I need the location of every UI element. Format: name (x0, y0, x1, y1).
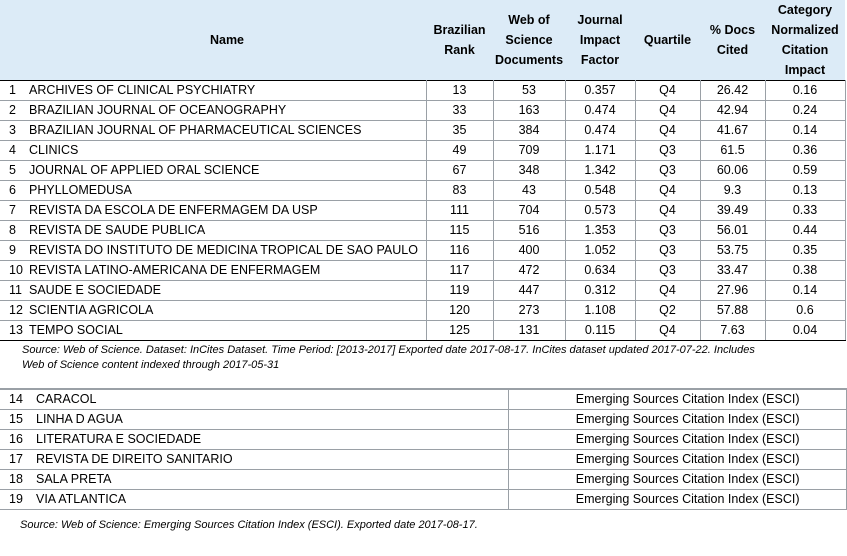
table-row (0, 81, 845, 101)
quartile-cell: Q4 (635, 281, 700, 301)
citation-index-cell: Emerging Sources Citation Index (ESCI) (508, 450, 846, 470)
header-name: Name (209, 33, 245, 47)
journal-name-cell: LITERATURA E SOCIEDADE (35, 430, 508, 450)
journal-name-cell: BRAZILIAN JOURNAL OF OCEANOGRAPHY (28, 101, 426, 121)
brazilian-rank-cell: 67 (426, 161, 493, 181)
table-row (0, 410, 846, 430)
citation-index-cell: Emerging Sources Citation Index (ESCI) (508, 390, 846, 410)
row-index-cell: 2 (0, 101, 28, 121)
table-row (0, 390, 846, 410)
brazilian-rank-cell: 115 (426, 221, 493, 241)
journal-name-cell: SAUDE E SOCIEDADE (28, 281, 426, 301)
row-index-cell: 1 (0, 81, 28, 101)
header-brazilian-rank: Brazilian Rank (433, 23, 486, 57)
quartile-cell: Q3 (635, 161, 700, 181)
esci-journals-table (0, 389, 847, 510)
journal-impact-factor-cell: 0.474 (565, 121, 635, 141)
cnci-cell: 0.59 (765, 161, 845, 181)
pct-docs-cited-cell: 42.94 (700, 101, 765, 121)
journal-impact-factor-cell: 0.548 (565, 181, 635, 201)
pct-docs-cited-cell: 27.96 (700, 281, 765, 301)
journal-name-cell: REVISTA LATINO-AMERICANA DE ENFERMAGEM (28, 261, 426, 281)
table-row (0, 301, 845, 321)
quartile-cell: Q4 (635, 101, 700, 121)
citation-index-cell: Emerging Sources Citation Index (ESCI) (508, 430, 846, 450)
journal-name-cell: CARACOL (35, 390, 508, 410)
quartile-cell: Q4 (635, 181, 700, 201)
brazilian-rank-cell: 111 (426, 201, 493, 221)
pct-docs-cited-cell: 33.47 (700, 261, 765, 281)
cnci-cell: 0.24 (765, 101, 845, 121)
quartile-cell: Q3 (635, 261, 700, 281)
table-row (0, 490, 846, 510)
pct-docs-cited-cell: 60.06 (700, 161, 765, 181)
wos-documents-cell: 53 (493, 81, 565, 101)
row-index-cell: 15 (0, 410, 35, 430)
cnci-cell: 0.33 (765, 201, 845, 221)
esci-journals-body (0, 390, 846, 510)
table-row (0, 430, 846, 450)
cnci-cell: 0.35 (765, 241, 845, 261)
row-index-cell: 18 (0, 470, 35, 490)
journal-name-cell: SCIENTIA AGRICOLA (28, 301, 426, 321)
brazilian-rank-cell: 83 (426, 181, 493, 201)
journal-name-cell: VIA ATLANTICA (35, 490, 508, 510)
table-row (0, 470, 846, 490)
cnci-cell: 0.38 (765, 261, 845, 281)
source-note-line-1: Source: Web of Science. Dataset: InCites Dataset. Time Period: [2013-2017] Exported date 2017-08-17. InCites dataset updated 2017-07-22. Includes (22, 344, 755, 356)
header-quartile: Quartile (643, 33, 692, 47)
brazilian-rank-cell: 13 (426, 81, 493, 101)
pct-docs-cited-cell: 41.67 (700, 121, 765, 141)
pct-docs-cited-cell: 57.88 (700, 301, 765, 321)
quartile-cell: Q4 (635, 121, 700, 141)
table-row (0, 101, 845, 121)
row-index-cell: 11 (0, 281, 28, 301)
table-row (0, 221, 845, 241)
wos-documents-cell: 43 (493, 181, 565, 201)
journal-name-cell: BRAZILIAN JOURNAL OF PHARMACEUTICAL SCIENCES (28, 121, 426, 141)
quartile-cell: Q2 (635, 301, 700, 321)
table-row (0, 241, 845, 261)
cnci-cell: 0.13 (765, 181, 845, 201)
journal-impact-factor-cell: 1.052 (565, 241, 635, 261)
wos-documents-cell: 447 (493, 281, 565, 301)
esci-source-note: Source: Web of Science: Emerging Sources Citation Index (ESCI). Exported date 2017-08-17. (20, 519, 478, 531)
row-index-cell: 4 (0, 141, 28, 161)
table-row (0, 281, 845, 301)
cnci-cell: 0.44 (765, 221, 845, 241)
row-index-cell: 3 (0, 121, 28, 141)
quartile-cell: Q4 (635, 201, 700, 221)
header-cnci: Category Normalized Citation Impact (771, 3, 839, 77)
journal-name-cell: REVISTA DE DIREITO SANITARIO (35, 450, 508, 470)
journal-impact-factor-cell: 0.115 (565, 321, 635, 341)
quartile-cell: Q3 (635, 241, 700, 261)
pct-docs-cited-cell: 26.42 (700, 81, 765, 101)
table-row (0, 121, 845, 141)
pct-docs-cited-cell: 61.5 (700, 141, 765, 161)
table-row (0, 450, 846, 470)
table-row (0, 321, 845, 341)
wos-documents-cell: 709 (493, 141, 565, 161)
row-index-cell: 9 (0, 241, 28, 261)
brazilian-rank-cell: 125 (426, 321, 493, 341)
row-index-cell: 10 (0, 261, 28, 281)
citation-index-cell: Emerging Sources Citation Index (ESCI) (508, 470, 846, 490)
row-index-cell: 19 (0, 490, 35, 510)
cnci-cell: 0.04 (765, 321, 845, 341)
quartile-cell: Q3 (635, 221, 700, 241)
journal-impact-factor-cell: 0.573 (565, 201, 635, 221)
brazilian-rank-cell: 35 (426, 121, 493, 141)
wos-documents-cell: 163 (493, 101, 565, 121)
cnci-cell: 0.36 (765, 141, 845, 161)
row-index-cell: 5 (0, 161, 28, 181)
journal-name-cell: REVISTA DA ESCOLA DE ENFERMAGEM DA USP (28, 201, 426, 221)
journal-metrics-body (0, 81, 845, 341)
pct-docs-cited-cell: 7.63 (700, 321, 765, 341)
cnci-cell: 0.6 (765, 301, 845, 321)
brazilian-rank-cell: 116 (426, 241, 493, 261)
incites-source-note (22, 343, 842, 373)
header-journal-impact-factor: Journal Impact Factor (577, 13, 623, 67)
journal-name-cell: REVISTA DE SAUDE PUBLICA (28, 221, 426, 241)
journal-impact-factor-cell: 1.108 (565, 301, 635, 321)
journal-impact-factor-cell: 1.342 (565, 161, 635, 181)
brazilian-rank-cell: 33 (426, 101, 493, 121)
pct-docs-cited-cell: 53.75 (700, 241, 765, 261)
row-index-cell: 16 (0, 430, 35, 450)
row-index-cell: 7 (0, 201, 28, 221)
quartile-cell: Q4 (635, 321, 700, 341)
header-pct-docs-cited: % Docs Cited (709, 23, 756, 57)
journal-name-cell: REVISTA DO INSTITUTO DE MEDICINA TROPICAL DE SAO PAULO (28, 241, 426, 261)
wos-documents-cell: 516 (493, 221, 565, 241)
row-index-cell: 12 (0, 301, 28, 321)
journal-name-cell: LINHA D AGUA (35, 410, 508, 430)
row-index-cell: 14 (0, 390, 35, 410)
journal-impact-factor-cell: 0.357 (565, 81, 635, 101)
pct-docs-cited-cell: 9.3 (700, 181, 765, 201)
journal-name-cell: PHYLLOMEDUSA (28, 181, 426, 201)
row-index-cell: 13 (0, 321, 28, 341)
journal-impact-factor-cell: 1.353 (565, 221, 635, 241)
journal-name-cell: JOURNAL OF APPLIED ORAL SCIENCE (28, 161, 426, 181)
cnci-cell: 0.14 (765, 121, 845, 141)
quartile-cell: Q4 (635, 81, 700, 101)
citation-index-cell: Emerging Sources Citation Index (ESCI) (508, 490, 846, 510)
brazilian-rank-cell: 49 (426, 141, 493, 161)
journal-name-cell: TEMPO SOCIAL (28, 321, 426, 341)
wos-documents-cell: 384 (493, 121, 565, 141)
wos-documents-cell: 131 (493, 321, 565, 341)
wos-documents-cell: 273 (493, 301, 565, 321)
table-row (0, 161, 845, 181)
brazilian-rank-cell: 119 (426, 281, 493, 301)
brazilian-rank-cell: 117 (426, 261, 493, 281)
journal-name-cell: ARCHIVES OF CLINICAL PSYCHIATRY (28, 81, 426, 101)
journal-name-cell: SALA PRETA (35, 470, 508, 490)
table-row (0, 201, 845, 221)
row-index-cell: 17 (0, 450, 35, 470)
header-wos-documents: Web of Science Documents (494, 13, 564, 67)
citation-index-cell: Emerging Sources Citation Index (ESCI) (508, 410, 846, 430)
table-row (0, 261, 845, 281)
header-index (0, 0, 28, 81)
source-note-line-2: Web of Science content indexed through 2017-05-31 (22, 359, 280, 371)
journal-name-cell: CLINICS (28, 141, 426, 161)
table-row (0, 141, 845, 161)
journal-impact-factor-cell: 0.634 (565, 261, 635, 281)
wos-documents-cell: 348 (493, 161, 565, 181)
row-index-cell: 8 (0, 221, 28, 241)
wos-documents-cell: 400 (493, 241, 565, 261)
table-row (0, 181, 845, 201)
wos-documents-cell: 704 (493, 201, 565, 221)
quartile-cell: Q3 (635, 141, 700, 161)
pct-docs-cited-cell: 56.01 (700, 221, 765, 241)
journal-impact-factor-cell: 0.312 (565, 281, 635, 301)
pct-docs-cited-cell: 39.49 (700, 201, 765, 221)
cnci-cell: 0.14 (765, 281, 845, 301)
journal-impact-factor-cell: 0.474 (565, 101, 635, 121)
cnci-cell: 0.16 (765, 81, 845, 101)
wos-documents-cell: 472 (493, 261, 565, 281)
row-index-cell: 6 (0, 181, 28, 201)
table-header-row (0, 0, 845, 81)
journal-impact-factor-cell: 1.171 (565, 141, 635, 161)
brazilian-rank-cell: 120 (426, 301, 493, 321)
